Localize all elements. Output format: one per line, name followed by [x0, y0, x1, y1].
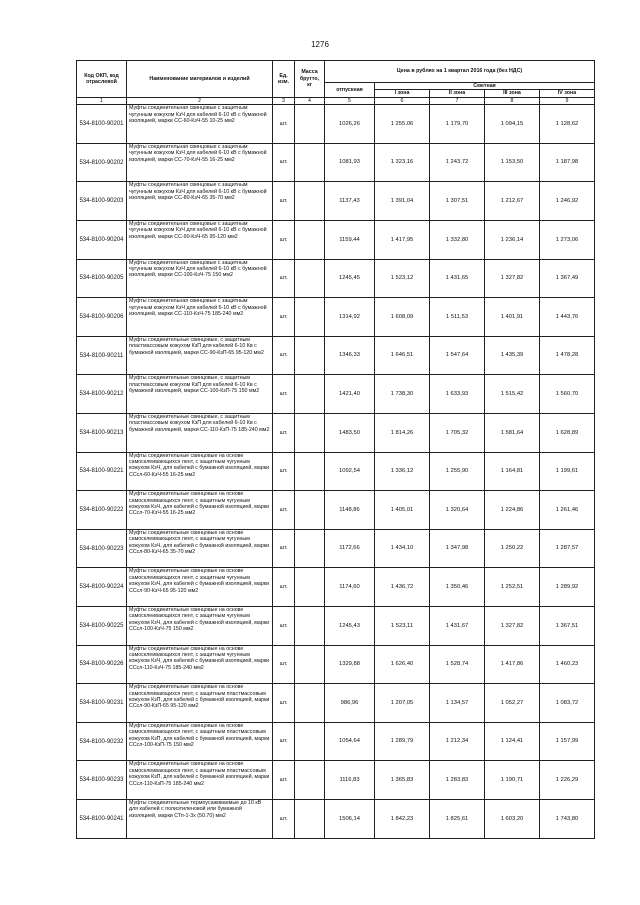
table-row	[77, 722, 595, 761]
row-price-otpusk: 1314,92	[325, 298, 375, 337]
row-price-zone-4: 1 187,98	[540, 143, 595, 182]
row-price-zone-2: 1 255,90	[430, 452, 485, 491]
row-mass	[295, 182, 325, 221]
row-unit: шт.	[273, 452, 295, 491]
row-price-zone-2: 1 243,72	[430, 143, 485, 182]
row-price-zone-4: 1 287,57	[540, 529, 595, 568]
row-mass	[295, 375, 325, 414]
row-price-otpusk: 1054,64	[325, 722, 375, 761]
table-row	[77, 452, 595, 491]
row-price-zone-2: 1 547,64	[430, 336, 485, 375]
column-number: 3	[273, 97, 295, 104]
row-unit: шт.	[273, 722, 295, 761]
row-name: Муфты соединительная свинцовые с защитным чугунным кожухом КзЧ для кабелей 6-10 кВ с бумажной изоляцией, марки СС-100-КзЧ-75 150 мм2	[127, 259, 273, 298]
row-price-zone-2: 1 320,64	[430, 491, 485, 530]
row-price-zone-1: 1 738,30	[375, 375, 430, 414]
row-unit: шт.	[273, 568, 295, 607]
row-mass	[295, 413, 325, 452]
row-mass	[295, 298, 325, 337]
row-price-zone-3: 1 435,39	[485, 336, 540, 375]
table-row	[77, 568, 595, 607]
row-mass	[295, 684, 325, 723]
row-price-zone-4: 1 743,80	[540, 799, 595, 838]
row-code: 534-8100-90211	[77, 336, 127, 375]
row-name: Муфты соединительные свинцовые на основе самосклеивающихся лент, с защитным чугунным кожухом КзЧ, для кабелей с бумажной изоляцией, марки ССсл-100-КзЧ-75 150 мм2	[127, 606, 273, 645]
row-name: Муфты соединительные свинцовые на основе самосклеивающихся лент, с защитным пластмассовым кожухом КзП, для кабелей с бумажной изоляцией, марки ССсл-100-КзП-75 150 мм2	[127, 722, 273, 761]
row-code: 534-8100-90201	[77, 105, 127, 144]
table-row	[77, 336, 595, 375]
row-code: 534-8100-90223	[77, 529, 127, 568]
row-price-zone-3: 1 327,82	[485, 606, 540, 645]
table-row	[77, 143, 595, 182]
row-mass	[295, 143, 325, 182]
row-price-otpusk: 1092,54	[325, 452, 375, 491]
row-code: 534-8100-90205	[77, 259, 127, 298]
table-row	[77, 645, 595, 684]
table-row	[77, 298, 595, 337]
row-unit: шт.	[273, 221, 295, 260]
row-price-zone-4: 1 128,62	[540, 105, 595, 144]
header-price-group: Цена в рублях на 1 квартал 2016 года (без НДС)	[325, 61, 595, 83]
column-number: 2	[127, 97, 273, 104]
row-name: Муфты соединительные свинцовые, с защитным пластмассовым кожухом КзП для кабелей 6-10 Кв с бумажной изоляцией, марки СС-90-КзП-65 95-120 мм2	[127, 336, 273, 375]
row-price-zone-2: 1 705,32	[430, 413, 485, 452]
row-price-zone-4: 1 560,70	[540, 375, 595, 414]
row-unit: шт.	[273, 606, 295, 645]
table-row	[77, 375, 595, 414]
row-price-zone-1: 1 842,23	[375, 799, 430, 838]
row-price-zone-2: 1 332,80	[430, 221, 485, 260]
row-price-zone-3: 1 327,82	[485, 259, 540, 298]
row-price-zone-3: 1 417,86	[485, 645, 540, 684]
header-code: Код ОКП, код отраслевой	[77, 61, 127, 98]
row-price-zone-3: 1 236,14	[485, 221, 540, 260]
row-code: 534-8100-90212	[77, 375, 127, 414]
row-unit: шт.	[273, 799, 295, 838]
table-row	[77, 799, 595, 838]
row-name: Муфты соединительные свинцовые на основе самосклеивающихся лент, с защитным чугунным кожухом КзЧ, для кабелей с бумажной изоляцией, марки ССсл-90-КзЧ-65 95-120 мм2	[127, 568, 273, 607]
row-unit: шт.	[273, 645, 295, 684]
row-price-zone-1: 1 608,09	[375, 298, 430, 337]
row-unit: шт.	[273, 684, 295, 723]
row-price-zone-1: 1 434,10	[375, 529, 430, 568]
row-price-zone-3: 1 124,41	[485, 722, 540, 761]
column-number: 4	[295, 97, 325, 104]
row-price-zone-4: 1 628,89	[540, 413, 595, 452]
row-price-zone-2: 1 528,74	[430, 645, 485, 684]
row-price-zone-1: 1 436,72	[375, 568, 430, 607]
row-code: 534-8100-90206	[77, 298, 127, 337]
column-number: 6	[375, 97, 430, 104]
row-price-zone-4: 1 199,61	[540, 452, 595, 491]
row-unit: шт.	[273, 259, 295, 298]
row-price-zone-2: 1 511,53	[430, 298, 485, 337]
row-name: Муфты соединительная свинцовые с защитным чугунным кожухом КзЧ для кабелей 6-10 кВ с бумажной изоляцией, марки СС-70-КзЧ-55 16-25 мм2	[127, 143, 273, 182]
row-price-zone-4: 1 083,72	[540, 684, 595, 723]
row-price-zone-3: 1 164,81	[485, 452, 540, 491]
table-row	[77, 761, 595, 800]
row-price-zone-2: 1 307,51	[430, 182, 485, 221]
header-zone-3: III зона	[485, 90, 540, 97]
row-code: 534-8100-90221	[77, 452, 127, 491]
row-unit: шт.	[273, 529, 295, 568]
row-price-zone-4: 1 367,49	[540, 259, 595, 298]
row-name: Муфты соединительные термоусаживаемые до 10 кВ для кабелей с полиэтиленовой или бумажной изоляцией, марки СТп-1-3х (50.70) мм2	[127, 799, 273, 838]
row-price-otpusk: 1174,60	[325, 568, 375, 607]
row-price-zone-1: 1 523,11	[375, 606, 430, 645]
row-code: 534-8100-90202	[77, 143, 127, 182]
row-mass	[295, 799, 325, 838]
row-price-zone-1: 1 523,12	[375, 259, 430, 298]
column-number-row	[77, 97, 595, 104]
column-number: 1	[77, 97, 127, 104]
row-price-zone-1: 1 405,01	[375, 491, 430, 530]
row-price-zone-4: 1 246,92	[540, 182, 595, 221]
row-price-zone-4: 1 478,28	[540, 336, 595, 375]
table-row	[77, 182, 595, 221]
row-mass	[295, 722, 325, 761]
row-mass	[295, 259, 325, 298]
row-price-zone-4: 1 261,46	[540, 491, 595, 530]
row-price-zone-2: 1 283,83	[430, 761, 485, 800]
table-row	[77, 221, 595, 260]
row-code: 534-8100-90225	[77, 606, 127, 645]
row-price-zone-3: 1 401,91	[485, 298, 540, 337]
row-price-otpusk: 1506,14	[325, 799, 375, 838]
row-price-zone-2: 1 179,70	[430, 105, 485, 144]
row-mass	[295, 221, 325, 260]
row-price-zone-3: 1 153,50	[485, 143, 540, 182]
row-price-zone-1: 1 255,06	[375, 105, 430, 144]
row-price-zone-3: 1 252,51	[485, 568, 540, 607]
row-unit: шт.	[273, 182, 295, 221]
row-code: 534-8100-90203	[77, 182, 127, 221]
row-price-zone-2: 1 825,61	[430, 799, 485, 838]
header-mass: Масса брутто, кг	[295, 61, 325, 98]
row-price-zone-1: 1 289,79	[375, 722, 430, 761]
table-row	[77, 413, 595, 452]
row-price-zone-2: 1 347,98	[430, 529, 485, 568]
row-code: 534-8100-90213	[77, 413, 127, 452]
row-unit: шт.	[273, 143, 295, 182]
table-row	[77, 606, 595, 645]
row-price-otpusk: 1148,86	[325, 491, 375, 530]
row-name: Муфты соединительные свинцовые на основе самосклеивающихся лент, с защитным пластмассовым кожухом КзП, для кабелей с бумажной изоляцией, марки ССсл-90-КзП-65 95-120 мм2	[127, 684, 273, 723]
row-price-zone-1: 1 323,16	[375, 143, 430, 182]
row-code: 534-8100-90232	[77, 722, 127, 761]
row-name: Муфты соединительная свинцовые с защитным чугунным кожухом КзЧ для кабелей 6-10 кВ с бумажной изоляцией, марки СС-60-КзЧ-55 10-25 мм2	[127, 105, 273, 144]
price-table	[76, 60, 595, 839]
row-unit: шт.	[273, 413, 295, 452]
row-price-otpusk: 1245,43	[325, 606, 375, 645]
row-price-zone-4: 1 157,99	[540, 722, 595, 761]
row-price-otpusk: 1245,45	[325, 259, 375, 298]
row-price-zone-4: 1 367,51	[540, 606, 595, 645]
row-name: Муфты соединительная свинцовые с защитным чугунным кожухом КзЧ для кабелей 6-10 кВ с бумажной изоляцией, марки СС-80-КзЧ-65 35-70 мм2	[127, 182, 273, 221]
row-price-zone-1: 1 336,12	[375, 452, 430, 491]
row-price-zone-3: 1 250,22	[485, 529, 540, 568]
row-price-otpusk: 1116,83	[325, 761, 375, 800]
row-mass	[295, 105, 325, 144]
row-price-zone-3: 1 603,20	[485, 799, 540, 838]
row-price-zone-4: 1 460,23	[540, 645, 595, 684]
row-mass	[295, 336, 325, 375]
row-price-otpusk: 986,96	[325, 684, 375, 723]
row-price-zone-1: 1 626,40	[375, 645, 430, 684]
row-price-zone-2: 1 134,57	[430, 684, 485, 723]
row-mass	[295, 452, 325, 491]
row-price-zone-3: 1 515,42	[485, 375, 540, 414]
row-unit: шт.	[273, 491, 295, 530]
row-price-otpusk: 1172,66	[325, 529, 375, 568]
row-price-zone-2: 1 633,93	[430, 375, 485, 414]
row-code: 534-8100-90233	[77, 761, 127, 800]
row-unit: шт.	[273, 298, 295, 337]
row-code: 534-8100-90241	[77, 799, 127, 838]
row-price-otpusk: 1421,40	[325, 375, 375, 414]
row-price-zone-4: 1 289,92	[540, 568, 595, 607]
header-name: Наименование материалов и изделий	[127, 61, 273, 98]
row-name: Муфты соединительные свинцовые, с защитным пластмассовым кожухом КзП для кабелей 6-10 Кв с бумажной изоляцией, марки СС-110-КзП-75 185-240 мм2	[127, 413, 273, 452]
header-otpusk: отпускная	[325, 83, 375, 98]
row-name: Муфты соединительные свинцовые на основе самосклеивающихся лент, с защитным чугунным кожухом КзЧ, для кабелей с бумажной изоляцией, марки ССсл-70-КзЧ-55 16-25 мм2	[127, 491, 273, 530]
row-name: Муфты соединительные свинцовые на основе самосклеивающихся лент, с защитным чугунным кожухом КзЧ, для кабелей с бумажной изоляцией, марки ССсл-60-КзЧ-55 16-25 мм2	[127, 452, 273, 491]
table-row	[77, 491, 595, 530]
column-number: 7	[430, 97, 485, 104]
row-price-zone-3: 1 224,86	[485, 491, 540, 530]
row-price-otpusk: 1081,93	[325, 143, 375, 182]
row-price-zone-2: 1 431,65	[430, 259, 485, 298]
row-price-zone-2: 1 431,67	[430, 606, 485, 645]
row-mass	[295, 645, 325, 684]
row-unit: шт.	[273, 336, 295, 375]
column-number: 5	[325, 97, 375, 104]
row-price-zone-3: 1 581,64	[485, 413, 540, 452]
row-code: 534-8100-90204	[77, 221, 127, 260]
row-price-otpusk: 1346,33	[325, 336, 375, 375]
row-price-otpusk: 1159,44	[325, 221, 375, 260]
row-mass	[295, 529, 325, 568]
row-price-otpusk: 1137,43	[325, 182, 375, 221]
row-price-zone-3: 1 052,27	[485, 684, 540, 723]
row-price-zone-1: 1 814,26	[375, 413, 430, 452]
row-price-otpusk: 1026,26	[325, 105, 375, 144]
row-code: 534-8100-90226	[77, 645, 127, 684]
row-price-zone-3: 1 094,15	[485, 105, 540, 144]
header-unit: Ед. изм.	[273, 61, 295, 98]
column-number: 8	[485, 97, 540, 104]
row-unit: шт.	[273, 761, 295, 800]
row-price-zone-1: 1 207,05	[375, 684, 430, 723]
row-name: Муфты соединительная свинцовые с защитным чугунным кожухом КзЧ для кабелей 6-10 кВ с бумажной изоляцией, марки СС-110-КзЧ-75 185-240 мм2	[127, 298, 273, 337]
column-number: 9	[540, 97, 595, 104]
header-smet: Сметная	[375, 83, 595, 90]
header-zone-4: IV зона	[540, 90, 595, 97]
row-name: Муфты соединительная свинцовые с защитным чугунным кожухом КзЧ для кабелей 6-10 кВ с бумажной изоляцией, марки СС-90-КзЧ-65 95-120 мм2	[127, 221, 273, 260]
row-price-zone-4: 1 273,06	[540, 221, 595, 260]
row-price-zone-3: 1 190,71	[485, 761, 540, 800]
row-price-otpusk: 1483,50	[325, 413, 375, 452]
header-zone-1: I зона	[375, 90, 430, 97]
row-price-zone-4: 1 443,76	[540, 298, 595, 337]
row-name: Муфты соединительные свинцовые, с защитным пластмассовым кожухом КзП для кабелей 6-10 Кв с бумажной изоляцией, марки СС-100-КзП-75 150 мм2	[127, 375, 273, 414]
row-code: 534-8100-90224	[77, 568, 127, 607]
row-price-zone-1: 1 417,95	[375, 221, 430, 260]
row-mass	[295, 606, 325, 645]
table-row	[77, 684, 595, 723]
table-row	[77, 529, 595, 568]
row-name: Муфты соединительные свинцовые на основе самосклеивающихся лент, с защитным чугунным кожухом КзЧ, для кабелей с бумажной изоляцией, марки ССсл-110-КзЧ-75 185-240 мм2	[127, 645, 273, 684]
row-price-zone-1: 1 391,04	[375, 182, 430, 221]
row-price-zone-1: 1 646,51	[375, 336, 430, 375]
row-code: 534-8100-90222	[77, 491, 127, 530]
row-unit: шт.	[273, 375, 295, 414]
header-zone-2: II зона	[430, 90, 485, 97]
row-price-otpusk: 1329,88	[325, 645, 375, 684]
row-mass	[295, 491, 325, 530]
table-row	[77, 259, 595, 298]
row-name: Муфты соединительные свинцовые на основе самосклеивающихся лент, с защитным чугунным кожухом КзЧ, для кабелей с бумажной изоляцией, марки ССсл-80-КзЧ-65 35-70 мм2	[127, 529, 273, 568]
row-name: Муфты соединительные свинцовые на основе самосклеивающихся лент, с защитным пластмассовым кожухом КзП, для кабелей с бумажной изоляцией, марки ССсл-110-КзП-75 185-240 мм2	[127, 761, 273, 800]
row-price-zone-4: 1 226,29	[540, 761, 595, 800]
row-price-zone-2: 1 212,34	[430, 722, 485, 761]
row-mass	[295, 568, 325, 607]
table-row	[77, 105, 595, 144]
row-price-zone-2: 1 350,46	[430, 568, 485, 607]
page-number: 1276	[311, 40, 329, 49]
row-code: 534-8100-90231	[77, 684, 127, 723]
row-price-zone-3: 1 212,67	[485, 182, 540, 221]
row-price-zone-1: 1 365,83	[375, 761, 430, 800]
row-unit: шт.	[273, 105, 295, 144]
row-mass	[295, 761, 325, 800]
